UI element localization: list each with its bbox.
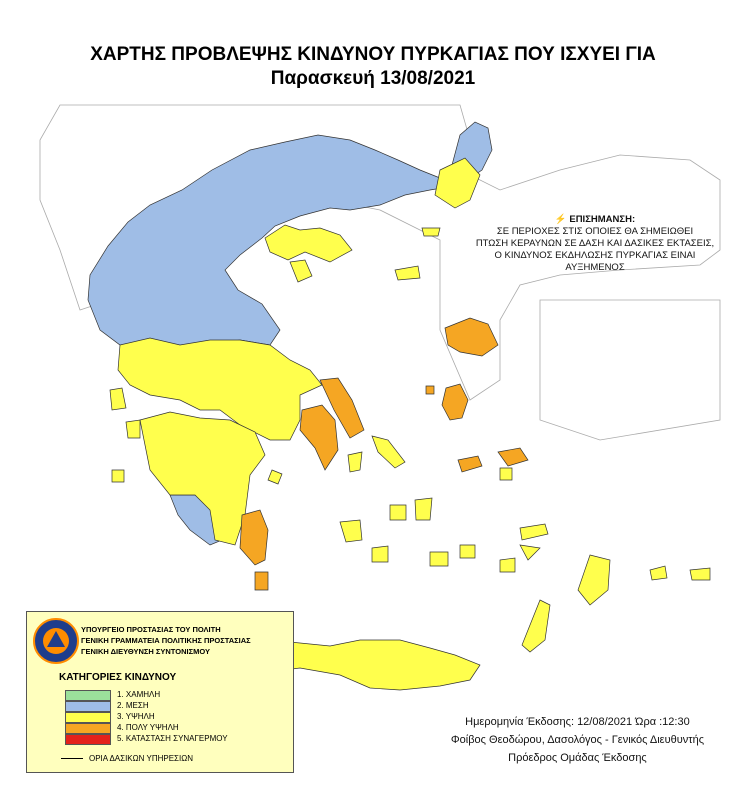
issue-role: Πρόεδρος Ομάδας Έκδοσης — [508, 752, 647, 764]
boundary-label: ΟΡΙΑ ΔΑΣΙΚΩΝ ΥΠΗΡΕΣΙΩΝ — [89, 754, 193, 763]
lightning-note — [470, 214, 720, 274]
legend-boundary — [61, 754, 193, 763]
legend-label: 4. ΠΟΛΥ ΥΨΗΛΗ — [117, 723, 179, 732]
legend-label: 1. ΧΑΜΗΛΗ — [117, 690, 161, 699]
legend-label: 5. ΚΑΤΑΣΤΑΣΗ ΣΥΝΑΓΕΡΜΟΥ — [117, 734, 228, 743]
note-line: ΣΕ ΠΕΡΙΟΧΕΣ ΣΤΙΣ ΟΠΟΙΕΣ ΘΑ ΣΗΜΕΙΩΘΕΙ — [496, 226, 694, 237]
legend-panel — [26, 611, 294, 773]
civil-protection-logo — [33, 618, 79, 664]
org-line: ΓΕΝΙΚΗ ΔΙΕΥΘΥΝΣΗ ΣΥΝΤΟΝΙΣΜΟΥ — [81, 647, 210, 656]
note-title: ΕΠΙΣΗΜΑΝΣΗ: — [569, 214, 636, 225]
legend-swatch-medium — [65, 701, 111, 712]
issue-author: Φοίβος Θεοδώρου, Δασολόγος - Γενικός Διευθυντής — [450, 734, 704, 746]
issue-info — [451, 713, 704, 767]
organization-text — [81, 624, 251, 657]
org-line: ΓΕΝΙΚΗ ΓΡΑΜΜΑΤΕΙΑ ΠΟΛΙΤΙΚΗΣ ΠΡΟΣΤΑΣΙΑΣ — [81, 636, 251, 645]
map-title: ΧΑΡΤΗΣ ΠΡΟΒΛΕΨΗΣ ΚΙΝΔΥΝΟΥ ΠΥΡΚΑΓΙΑΣ ΠΟΥ ΙΣΧΥΕΙ ΓΙΑ — [90, 44, 656, 65]
boundary-line-icon — [61, 758, 83, 759]
lightning-icon: ⚡ — [554, 214, 567, 225]
legend-label: 3. ΥΨΗΛΗ — [117, 712, 155, 721]
note-line: Ο ΚΙΝΔΥΝΟΣ ΕΚΔΗΛΩΣΗΣ ΠΥΡΚΑΓΙΑΣ ΕΙΝΑΙ ΑΥΞΗΜΕΝΟΣ — [494, 250, 696, 273]
map-date: Παρασκευή 13/08/2021 — [270, 68, 476, 89]
note-line: ΠΤΩΣΗ ΚΕΡΑΥΝΩΝ ΣΕ ΔΑΣΗ ΚΑΙ ΔΑΣΙΚΕΣ ΕΚΤΑΣΕΙΣ, — [475, 238, 715, 249]
legend-swatch-alert — [65, 734, 111, 745]
org-line: ΥΠΟΥΡΓΕΙΟ ΠΡΟΣΤΑΣΙΑΣ ΤΟΥ ΠΟΛΙΤΗ — [81, 625, 221, 634]
legend-swatch-low — [65, 690, 111, 701]
legend-swatch-high — [65, 712, 111, 723]
legend-title: ΚΑΤΗΓΟΡΙΕΣ ΚΙΝΔΥΝΟΥ — [59, 672, 177, 683]
legend-label: 2. ΜΕΣΗ — [117, 701, 149, 710]
issue-date: Ημερομηνία Έκδοσης: 12/08/2021 Ώρα :12:30 — [465, 716, 690, 728]
legend-swatch-very-high — [65, 723, 111, 734]
